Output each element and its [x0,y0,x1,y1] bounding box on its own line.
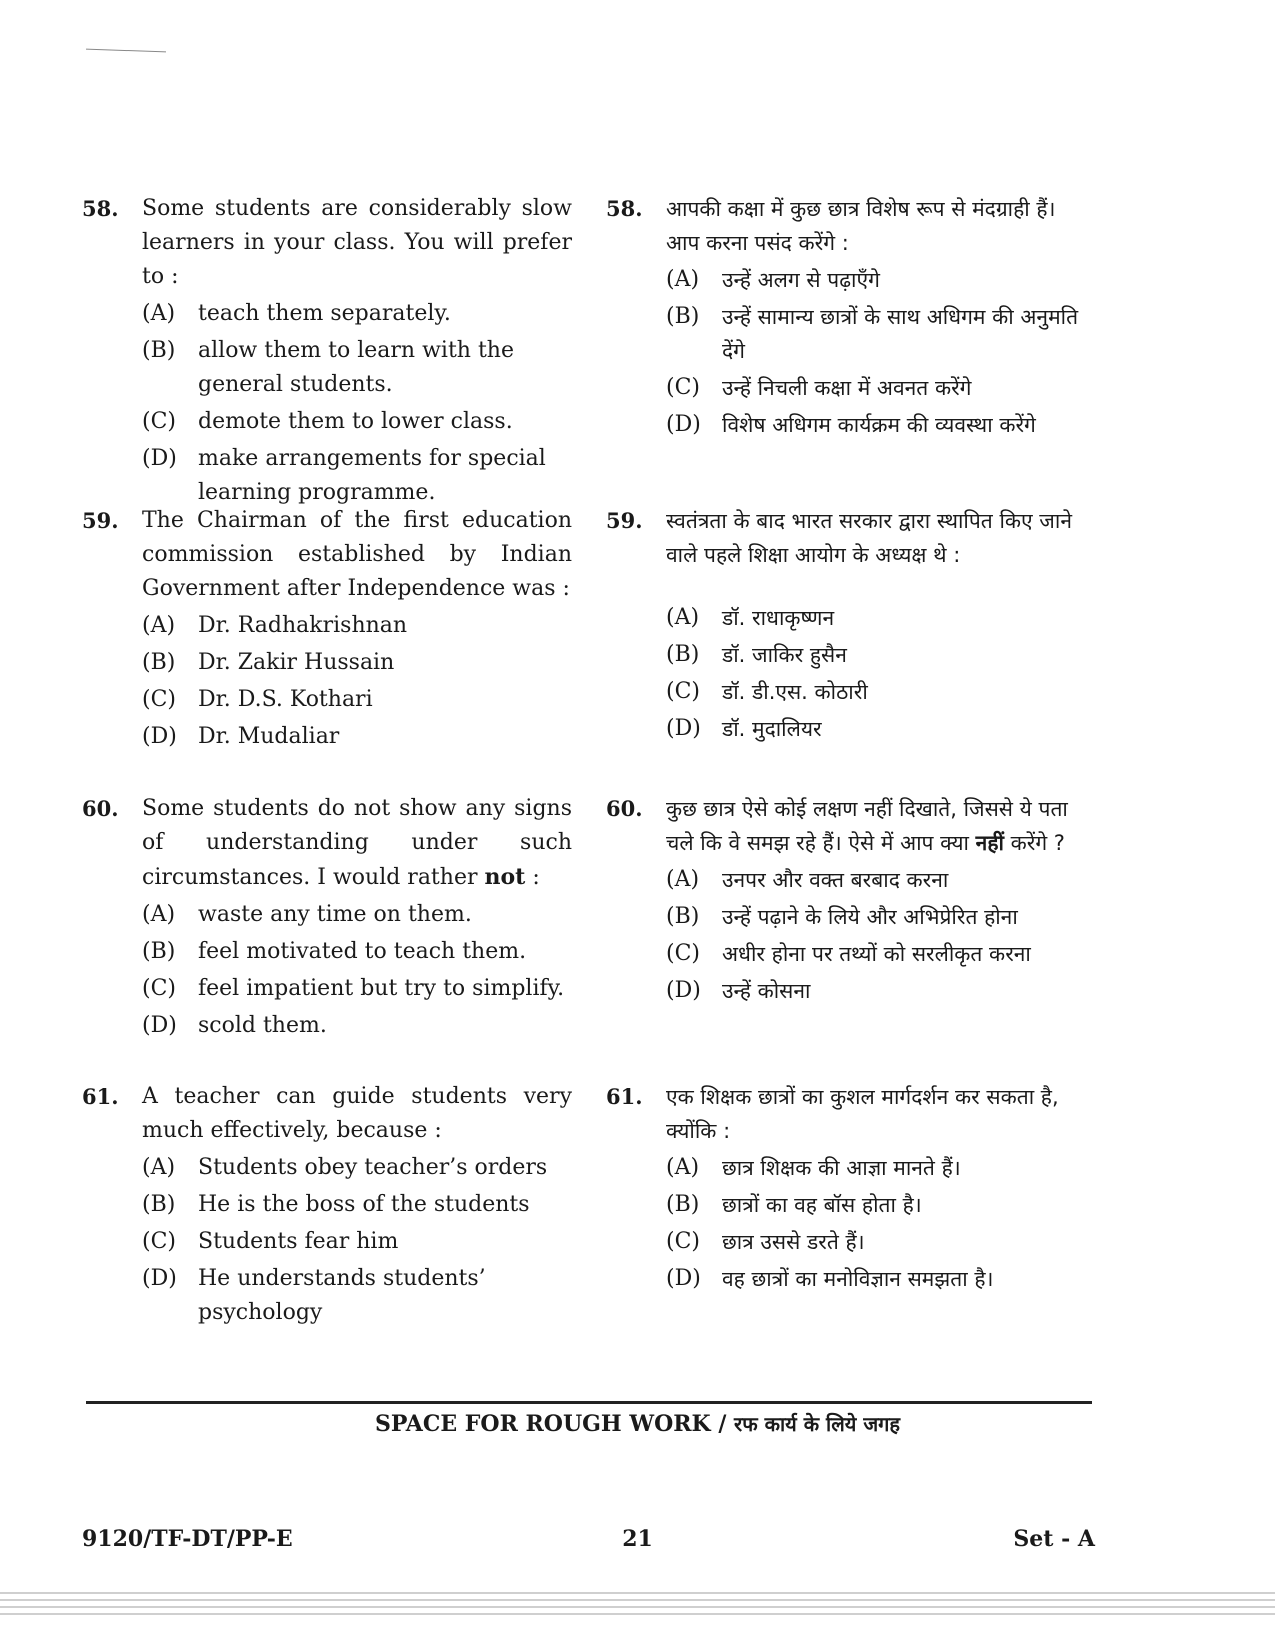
question-60-en [82,792,572,1043]
question-text-emphasis: not [484,864,526,890]
question-number: 61. [82,1084,119,1109]
page-number: 21 [622,1526,653,1552]
question-number: 61. [606,1084,643,1109]
option-c[interactable] [142,972,572,1006]
option-label: (D) [666,716,701,741]
option-label: (C) [142,687,176,712]
question-text-end: : [525,865,540,890]
option-label: (D) [666,412,701,437]
option-text: allow them to learn with the general students. [198,338,514,397]
question-number: 59. [82,508,119,533]
option-text: waste any time on them. [198,902,472,927]
option-text: विशेष अधिगम कार्यक्रम की व्यवस्था करेंगे [722,413,1036,437]
option-text: feel impatient but try to simplify. [198,976,565,1001]
question-number: 60. [82,796,119,821]
question-number: 60. [606,796,643,821]
option-d[interactable] [142,442,572,510]
question-text-start: Some students do not show any signs of understanding under such circumstances. I would rather [142,796,572,890]
option-text: उन्हें निचली कक्षा में अवनत करेंगे [722,376,972,400]
option-text: उनपर और वक्त बरबाद करना [722,868,949,892]
option-label: (B) [666,904,700,929]
option-label: (A) [666,1155,700,1180]
scan-line [0,1592,1275,1594]
option-label: (C) [142,1229,176,1254]
option-text: उन्हें पढ़ाने के लिये और अभिप्रेरित होना [722,905,1018,929]
option-b[interactable] [666,900,1092,934]
option-a[interactable] [142,609,572,643]
option-text: डॉ. राधाकृष्णन [722,606,835,630]
option-label: (A) [666,267,700,292]
question-text: एक शिक्षक छात्रों का कुशल मार्गदर्शन कर सकता है, क्योंकि : [666,1085,1059,1143]
question-61-en [82,1080,572,1330]
option-label: (C) [666,679,700,704]
option-a[interactable] [666,1151,1092,1185]
option-text: अधीर होना पर तथ्यों को सरलीकृत करना [722,942,1031,966]
option-d[interactable] [142,720,572,754]
option-label: (B) [666,642,700,667]
option-label: (D) [142,724,177,749]
option-text: Dr. Zakir Hussain [198,650,395,675]
option-label: (C) [666,375,700,400]
option-label: (C) [666,1229,700,1254]
option-b[interactable] [666,638,1092,672]
question-number: 58. [82,196,119,221]
rough-work-hi: रफ कार्य के लिये जगह [734,1412,901,1436]
option-label: (C) [142,409,176,434]
option-text: scold them. [198,1013,327,1038]
option-text: उन्हें सामान्य छात्रों के साथ अधिगम की अनुमति देंगे [722,305,1079,363]
option-c[interactable] [666,675,1092,709]
option-text: छात्र शिक्षक की आज्ञा मानते हैं। [722,1156,961,1180]
option-text: Students obey teacher’s orders [198,1155,548,1180]
option-label: (B) [142,650,176,675]
option-label: (D) [666,978,701,1003]
option-b[interactable] [142,1188,572,1222]
option-label: (B) [142,939,176,964]
option-b[interactable] [142,935,572,969]
question-text [142,792,572,895]
option-a[interactable] [142,1151,572,1185]
option-d[interactable] [142,1009,572,1043]
question-59-hi [606,504,1092,746]
option-text: डॉ. मुदालियर [722,717,822,741]
option-d[interactable] [666,408,1092,442]
option-b[interactable] [666,300,1092,368]
option-text: teach them separately. [198,301,451,326]
option-label: (B) [666,1192,700,1217]
option-text: डॉ. जाकिर हुसैन [722,643,847,667]
option-c[interactable] [666,371,1092,405]
question-text: A teacher can guide students very much effectively, because : [142,1084,572,1143]
option-text: उन्हें अलग से पढ़ाएँगे [722,268,880,292]
option-text: make arrangements for special learning programme. [198,446,546,505]
option-a[interactable] [142,898,572,932]
option-c[interactable] [142,683,572,717]
option-b[interactable] [142,646,572,680]
question-text-start: कुछ छात्र ऐसे कोई लक्षण नहीं दिखाते, जिससे ये पता चले कि वे समझ रहे हैं। ऐसे में आप क्या [666,797,1068,855]
option-text: छात्रों का वह बॉस होता है। [722,1193,922,1217]
question-text: Some students are considerably slow learners in your class. You will prefer to : [142,196,572,289]
option-label: (B) [142,1192,176,1217]
question-number: 59. [606,508,643,533]
question-text: The Chairman of the first education commission established by Indian Government after Independence was : [142,508,572,601]
option-a[interactable] [666,263,1092,297]
option-b[interactable] [142,334,572,402]
option-label: (A) [142,613,176,638]
option-d[interactable] [666,712,1092,746]
option-label: (D) [142,1266,177,1291]
option-label: (D) [142,446,177,471]
scan-line [0,1606,1275,1608]
option-label: (A) [142,1155,176,1180]
question-61-hi [606,1080,1092,1296]
option-label: (C) [142,976,176,1001]
option-text: He understands students’ psychology [198,1266,486,1325]
spacer [606,572,1092,598]
rough-work-divider [86,1401,1092,1404]
option-label: (D) [666,1266,701,1291]
option-label: (A) [666,605,700,630]
question-text-emphasis: नहीं [975,831,1004,855]
option-label: (A) [142,902,176,927]
question-58-hi [606,192,1092,442]
option-label: (B) [142,338,176,363]
scan-line [0,1613,1275,1615]
scan-mark [86,49,166,53]
option-text: Dr. Mudaliar [198,724,340,749]
option-label: (A) [666,867,700,892]
option-a[interactable] [142,297,572,331]
question-text: स्वतंत्रता के बाद भारत सरकार द्वारा स्थापित किए जाने वाले पहले शिक्षा आयोग के अध्यक्ष थे : [666,509,1072,567]
option-d[interactable] [142,1262,572,1330]
option-text: Dr. D.S. Kothari [198,687,373,712]
option-text: feel motivated to teach them. [198,939,527,964]
option-d[interactable] [666,1262,1092,1296]
option-label: (B) [666,304,700,329]
question-number: 58. [606,196,643,221]
rough-work-heading [0,1410,1275,1437]
scan-edge-lines [0,1592,1275,1632]
option-c[interactable] [142,405,572,439]
option-label: (C) [666,941,700,966]
option-label: (A) [142,301,176,326]
scan-line [0,1599,1275,1601]
rough-work-separator: / [710,1411,735,1437]
option-a[interactable] [666,863,1092,897]
option-text: He is the boss of the students [198,1192,530,1217]
option-a[interactable] [666,601,1092,635]
option-text: वह छात्रों का मनोविज्ञान समझता है। [722,1267,994,1291]
option-text: छात्र उससे डरते हैं। [722,1230,865,1254]
option-text: डॉ. डी.एस. कोठारी [722,680,868,704]
option-label: (D) [142,1013,177,1038]
question-58-en [82,192,572,510]
question-text: आपकी कक्षा में कुछ छात्र विशेष रूप से मंदग्राही हैं। आप करना पसंद करेंगे : [666,197,1056,255]
question-text [666,792,1092,860]
option-text: उन्हें कोसना [722,979,811,1003]
option-text: Students fear him [198,1229,399,1254]
option-d[interactable] [666,974,1092,1008]
rough-work-en: SPACE FOR ROUGH WORK [374,1411,711,1437]
option-c[interactable] [666,937,1092,971]
question-text-end: करेंगे ? [1003,831,1065,855]
option-text: demote them to lower class. [198,409,513,434]
question-59-en [82,504,572,754]
option-c[interactable] [666,1225,1092,1259]
set-label: Set - A [1013,1526,1095,1552]
option-c[interactable] [142,1225,572,1259]
option-b[interactable] [666,1188,1092,1222]
question-60-hi [606,792,1092,1008]
option-text: Dr. Radhakrishnan [198,613,408,638]
paper-code: 9120/TF-DT/PP-E [82,1526,293,1552]
